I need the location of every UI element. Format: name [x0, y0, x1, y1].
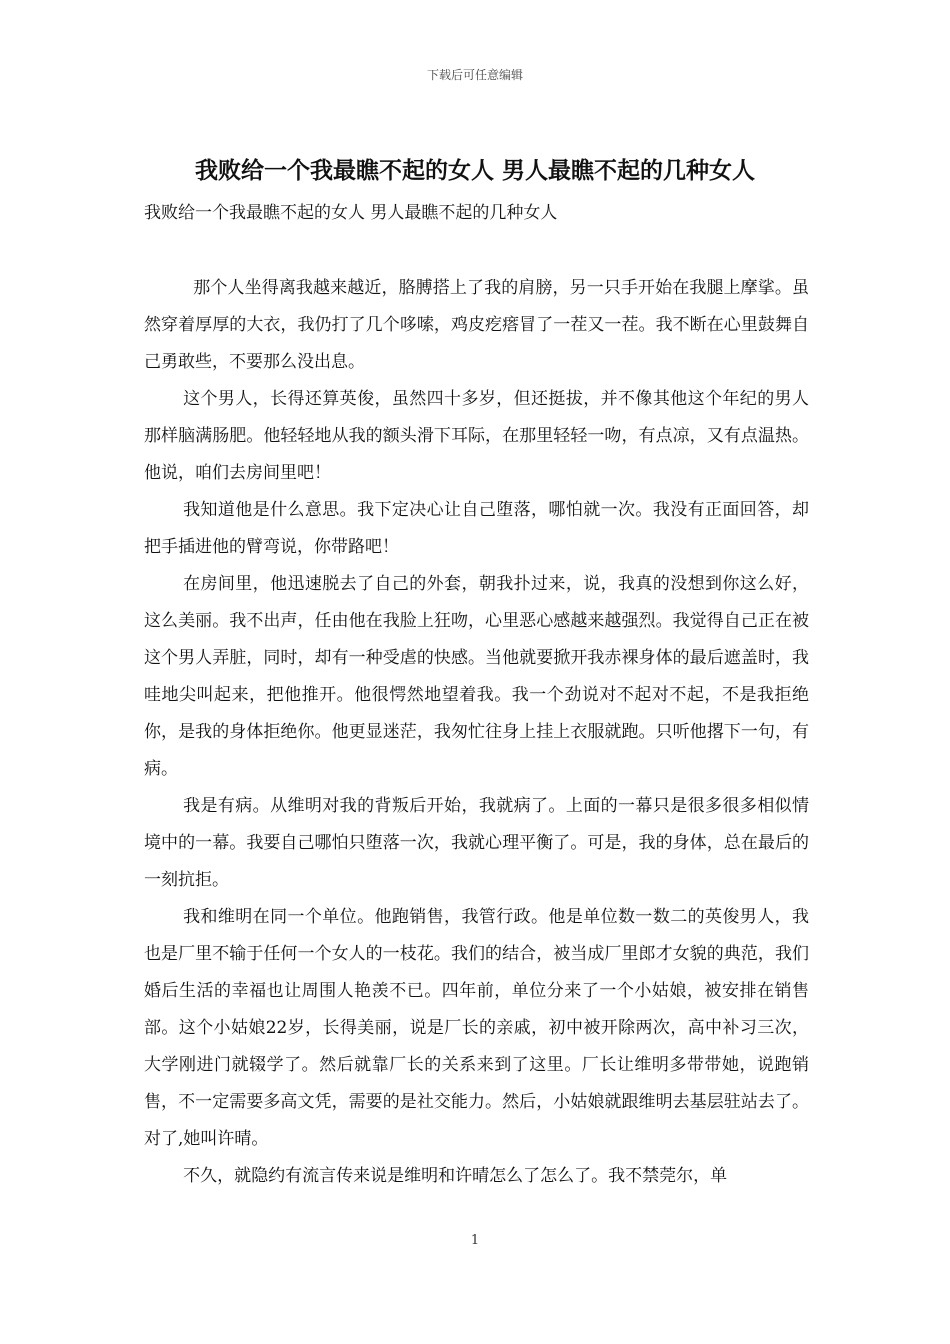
paragraph: 那个人坐得离我越来越近，胳膊搭上了我的肩膀，另一只手开始在我腿上摩挲。虽然穿着厚厚的大衣，我仍打了几个哆嗦，鸡皮疙瘩冒了一茬又一茬。我不断在心里鼓舞自己勇敢些，不要那么没出息。: [144, 278, 809, 372]
paragraph: 我和维明在同一个单位。他跑销售，我管行政。他是单位数一数二的英俊男人，我也是厂里不输于任何一个女人的一枝花。我们的结合，被当成厂里郎才女貌的典范，我们婚后生活的幸福也让周围人艳羡不已。四年前，单位分来了一个小姑娘，被安排在销售部。这个小姑娘22岁，长得美丽，说是厂长的亲戚，初中被开除两次，高中补习三次，大学刚进门就辍学了。然后就靠厂长的关系来到了这里。厂长让维明多带带她，说跑销售，不一定需要多高文凭，需要的是社交能力。然后，小姑娘就跟维明去基层驻站去了。对了,她叫许晴。: [144, 907, 809, 1149]
paragraph: 我知道他是什么意思。我下定决心让自己堕落，哪怕就一次。我没有正面回答，却把手插进他的臂弯说，你带路吧！: [144, 500, 809, 557]
page-number: 1: [470, 1233, 480, 1248]
paragraph: 在房间里，他迅速脱去了自己的外套，朝我扑过来，说，我真的没想到你这么好，这么美丽。我不出声，任由他在我脸上狂吻，心里恶心感越来越强烈。我觉得自己正在被这个男人弄脏，同时，却有一种受虐的快感。当他就要掀开我赤裸身体的最后遮盖时，我哇地尖叫起来，把他推开。他很愕然地望着我。我一个劲说对不起对不起，不是我拒绝你，是我的身体拒绝你。他更显迷茫，我匆忙往身上挂上衣服就跑。只听他撂下一句，有病。: [144, 574, 809, 779]
paragraph: 这个男人，长得还算英俊，虽然四十多岁，但还挺拔，并不像其他这个年纪的男人那样脑满肠肥。他轻轻地从我的额头滑下耳际，在那里轻轻一吻，有点凉，又有点温热。他说，咱们去房间里吧！: [144, 389, 809, 483]
page-header: 下载后可任意编辑: [426, 68, 523, 82]
body-text: [144, 270, 809, 1195]
document-title: 我败给一个我最瞧不起的女人 男人最瞧不起的几种女人: [194, 157, 755, 184]
paragraph: 不久，就隐约有流言传来说是维明和许晴怎么了怎么了。我不禁莞尔，单: [183, 1166, 728, 1186]
document-subtitle: 我败给一个我最瞧不起的女人 男人最瞧不起的几种女人: [144, 203, 558, 223]
paragraph: 我是有病。从维明对我的背叛后开始，我就病了。上面的一幕只是很多很多相似情境中的一幕。我要自己哪怕只堕落一次，我就心理平衡了。可是，我的身体，总在最后的一刻抗拒。: [144, 796, 809, 890]
